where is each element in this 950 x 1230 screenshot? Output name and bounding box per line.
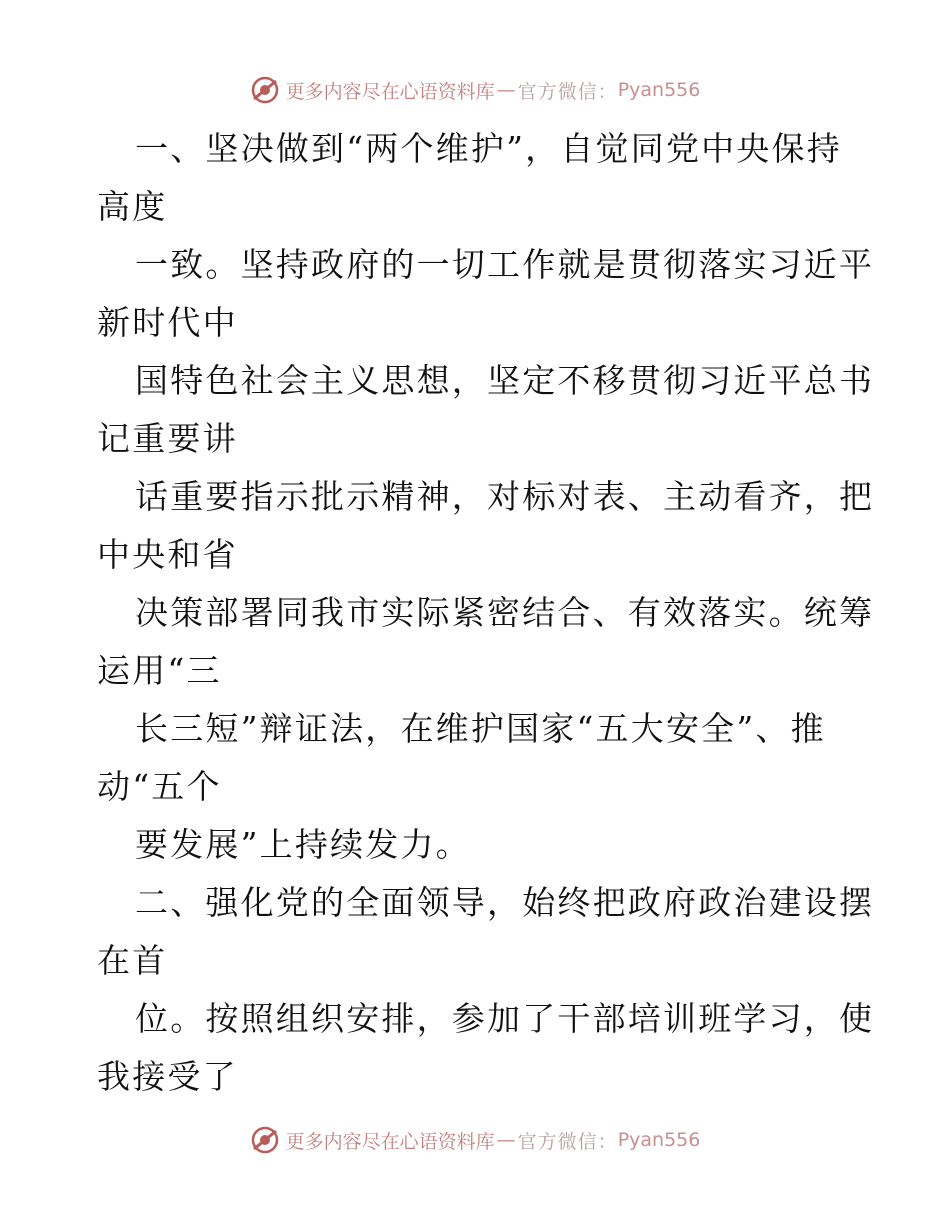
watermark-dash: — — [496, 79, 516, 101]
text-line: 话重要指示批示精神，对标对表、主动看齐，把 — [135, 477, 875, 516]
text-line: 在首 — [97, 941, 168, 980]
text-line: 要发展”上持续发力。 — [135, 825, 471, 864]
text-line: 长三短”辩证法，在维护国家“五大安全”、推 — [135, 709, 826, 748]
watermark-title: 更多内容尽在心语资料库 — [285, 1130, 495, 1153]
document-body — [97, 120, 875, 1106]
watermark-title: 更多内容尽在心语资料库 — [285, 80, 495, 103]
text-line: 二、强化党的全面领导，始终把政府政治建设摆 — [135, 883, 875, 922]
watermark-wechat-id: Pyan556 — [617, 79, 701, 101]
logo-icon — [250, 1125, 280, 1155]
text-line: 我接受了 — [97, 1057, 238, 1096]
footer-watermark — [0, 1120, 950, 1160]
text-line: 决策部署同我市实际紧密结合、有效落实。统筹 — [135, 593, 875, 632]
logo-icon — [250, 75, 280, 105]
watermark-wechat-label: 官方微信： — [517, 80, 618, 103]
text-line: 国特色社会主义思想，坚定不移贯彻习近平总书 — [135, 361, 875, 400]
text-line: 中央和省 — [97, 535, 238, 574]
text-line: 记重要讲 — [97, 419, 238, 458]
text-line: 动“五个 — [97, 767, 222, 806]
header-watermark — [0, 70, 950, 110]
watermark-wechat-id: Pyan556 — [617, 1129, 701, 1151]
watermark-dash: — — [496, 1129, 516, 1151]
watermark-wechat-label: 官方微信： — [517, 1130, 618, 1153]
text-line: 一、坚决做到“两个维护”，自觉同党中央保持 — [135, 129, 842, 168]
text-line: 一致。坚持政府的一切工作就是贯彻落实习近平 — [135, 245, 875, 284]
text-line: 高度 — [97, 187, 168, 226]
text-line: 运用“三 — [97, 651, 222, 690]
text-line: 位。按照组织安排，参加了干部培训班学习，使 — [135, 999, 875, 1038]
text-line: 新时代中 — [97, 303, 238, 342]
